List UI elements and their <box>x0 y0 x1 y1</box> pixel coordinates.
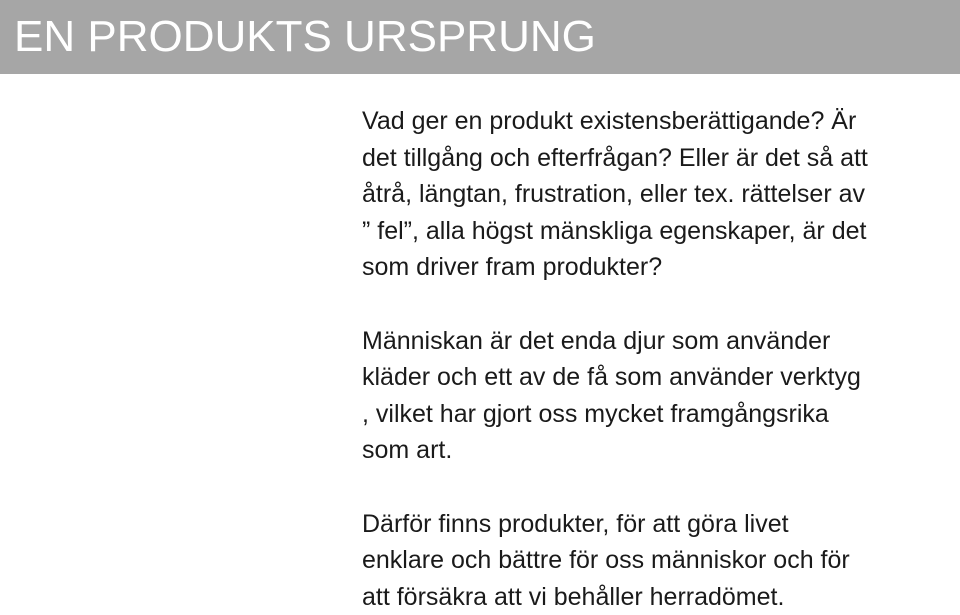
text-line: att försäkra att vi behåller herradömet. <box>362 579 954 615</box>
text-line: Människan är det enda djur som använder <box>362 323 954 360</box>
text-line: ” fel”, alla högst mänskliga egenskaper, är det <box>362 213 954 250</box>
text-line: enklare och bättre för oss människor och för <box>362 542 954 579</box>
paragraph-1 <box>362 103 954 286</box>
page-title: EN PRODUKTS URSPRUNG <box>14 9 596 65</box>
text-line: det tillgång och efterfrågan? Eller är det så att <box>362 140 954 177</box>
text-line: åtrå, längtan, frustration, eller tex. rättelser av <box>362 176 954 213</box>
text-line: , vilket har gjort oss mycket framgångsrika <box>362 396 954 433</box>
title-bar <box>0 0 960 74</box>
body-text <box>362 103 954 615</box>
text-line: som driver fram produkter? <box>362 249 954 286</box>
text-line: kläder och ett av de få som använder verktyg <box>362 359 954 396</box>
paragraph-2 <box>362 323 954 469</box>
text-line: Vad ger en produkt existensberättigande? Är <box>362 103 954 140</box>
paragraph-3 <box>362 506 954 615</box>
text-line: som art. <box>362 432 954 469</box>
text-line: Därför finns produkter, för att göra livet <box>362 506 954 543</box>
